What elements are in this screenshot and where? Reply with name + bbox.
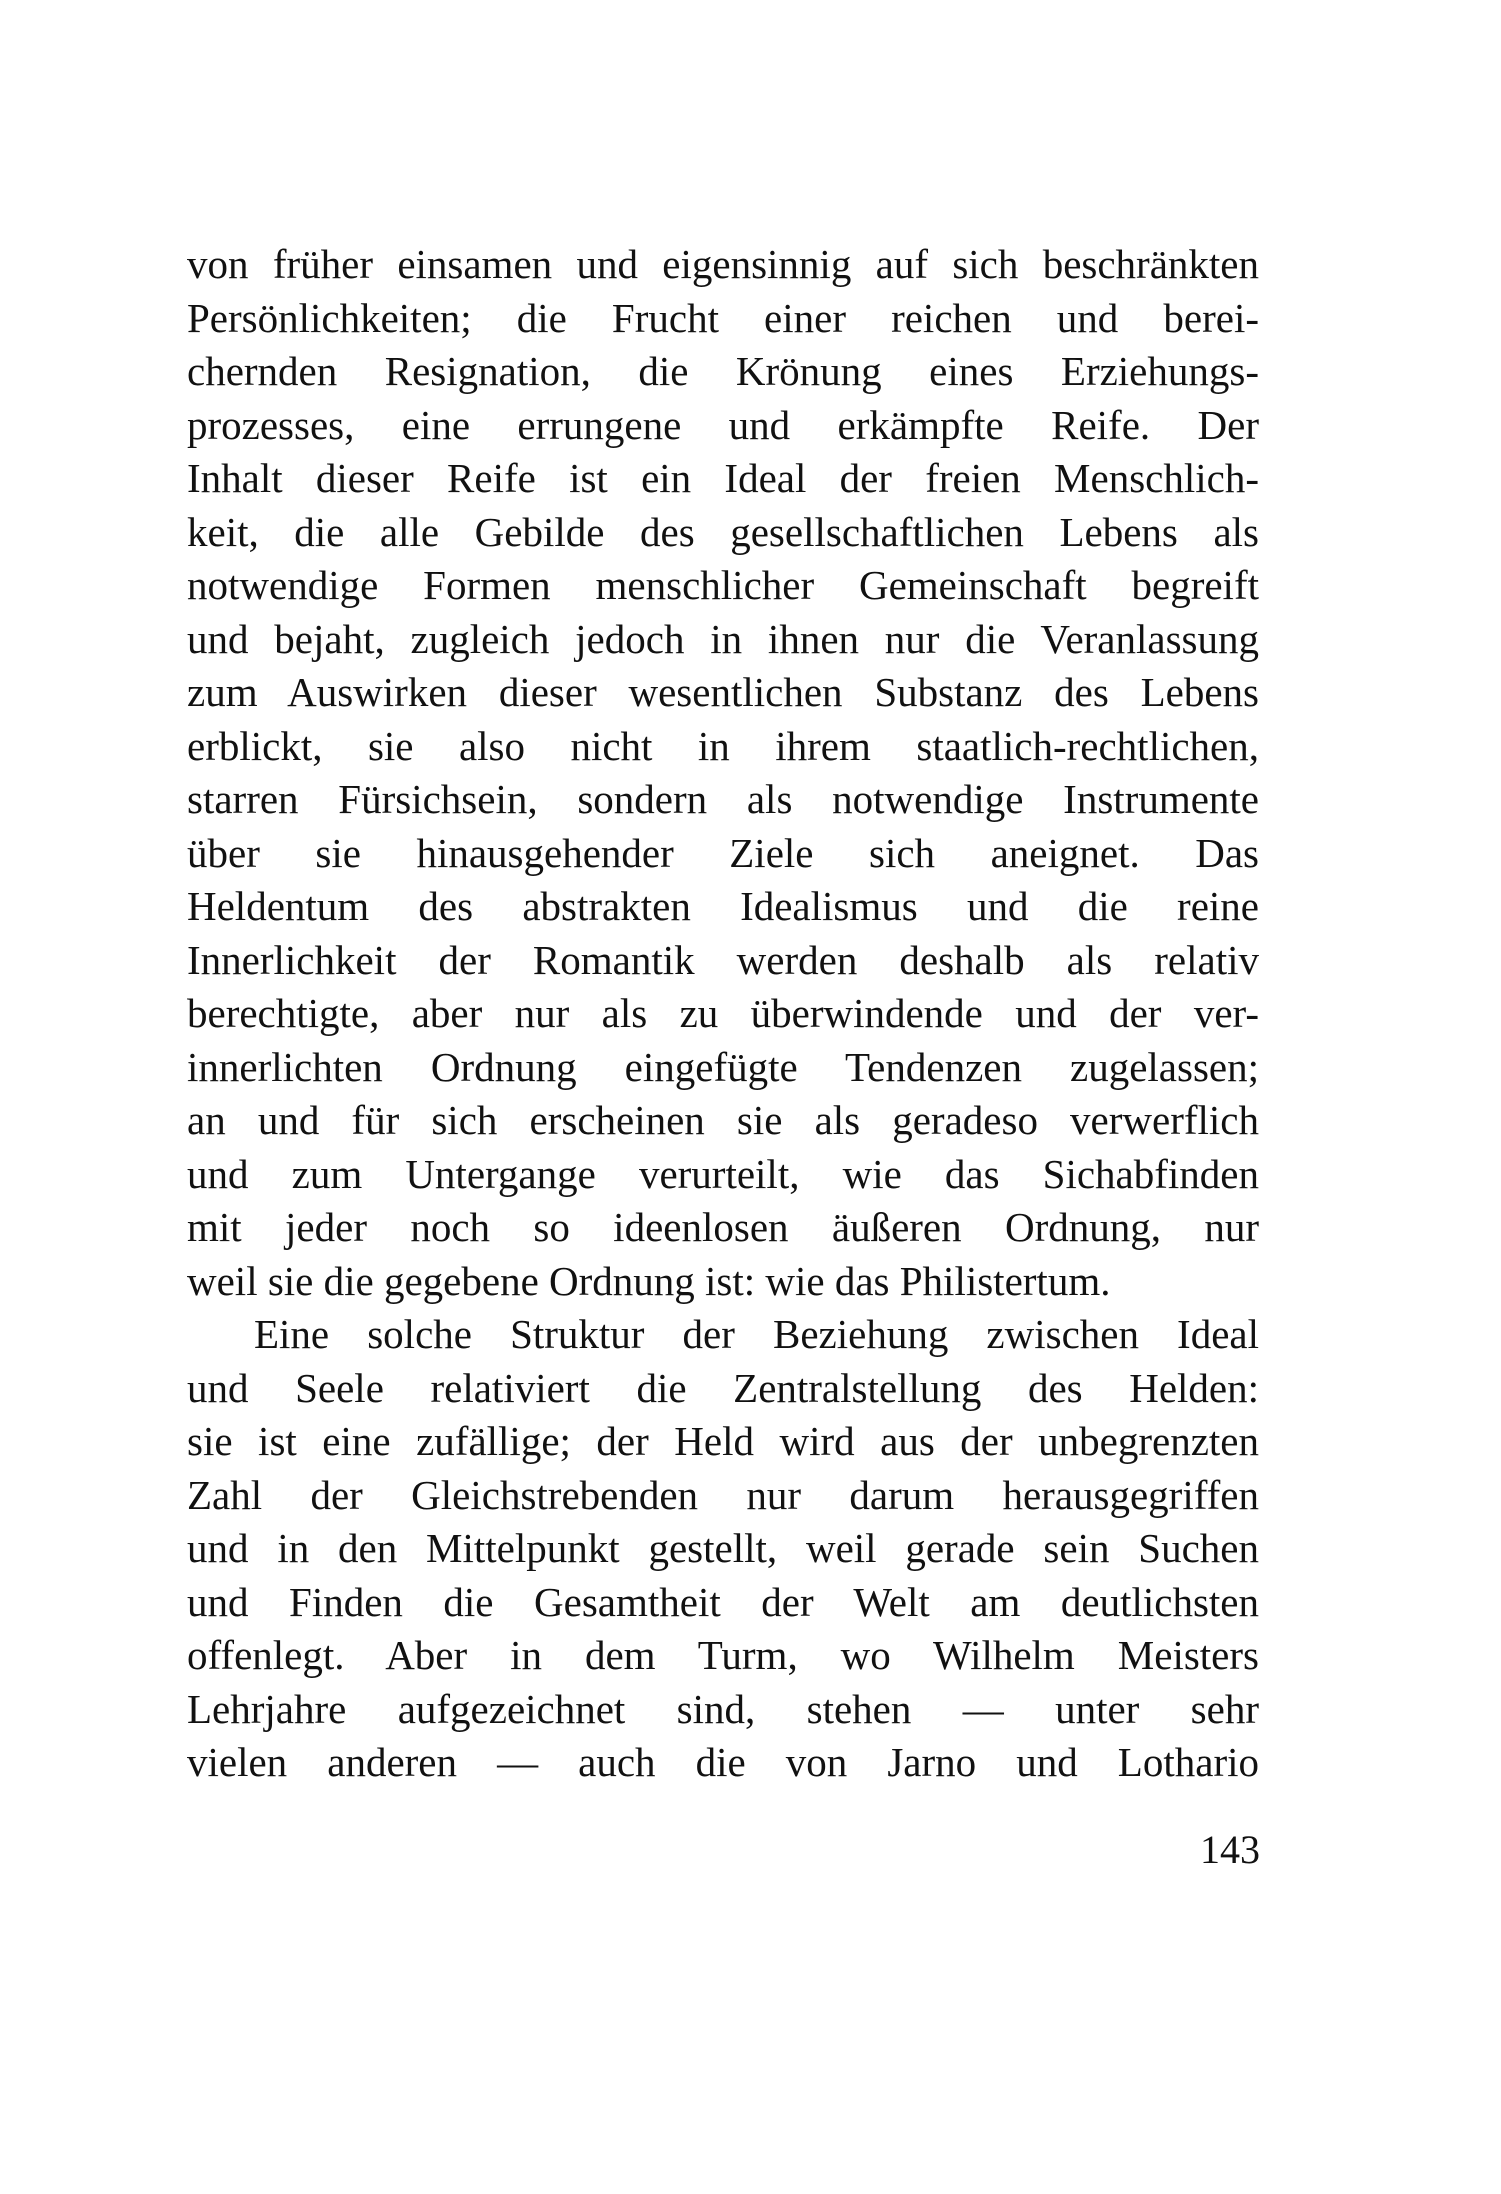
page-number: 143 [1200,1827,1260,1872]
text-line: berechtigte, aber nur als zu überwindende und der ver- [187,990,1259,1036]
text-line: starren Fürsichsein, sondern als notwendige Instrumente [187,776,1259,822]
text-line: notwendige Formen menschlicher Gemeinschaft begreift [187,562,1259,608]
text-line: innerlichten Ordnung eingefügte Tendenzen zugelassen; [187,1043,1259,1090]
text-line: erblickt, sie also nicht in ihrem staatlich-rechtlichen, [187,722,1259,769]
text-line: vielen anderen — auch die von Jarno und Lothario [187,1739,1259,1785]
text-line: Lehrjahre aufgezeichnet sind, stehen — unter sehr [187,1685,1259,1732]
text-line: von früher einsamen und eigensinnig auf sich beschränkten [187,241,1259,287]
text-line: prozesses, eine errungene und erkämpfte Reife. Der [187,401,1259,448]
text-line: und in den Mittelpunkt gestellt, weil gerade sein Suchen [187,1525,1259,1571]
text-line: Zahl der Gleichstrebenden nur darum herausgegriffen [187,1471,1259,1518]
text-line: Persönlichkeiten; die Frucht einer reichen und berei- [187,294,1259,341]
text-line: zum Auswirken dieser wesentlichen Substanz des Lebens [187,669,1259,715]
text-line: weil sie die gegebene Ordnung ist: wie das Philistertum. [187,1257,1111,1304]
text-line: offenlegt. Aber in dem Turm, wo Wilhelm Meisters [187,1632,1259,1678]
text-line: Innerlichkeit der Romantik werden deshalb als relativ [187,936,1259,983]
text-line: chernden Resignation, die Krönung eines Erziehungs- [187,348,1259,394]
text-line: und bejaht, zugleich jedoch in ihnen nur die Veranlassung [187,615,1259,662]
text-line: und Finden die Gesamtheit der Welt am deutlichsten [187,1578,1259,1625]
body-text [187,238,1259,1790]
paragraph-start-line: Eine solche Struktur der Beziehung zwischen Ideal [254,1311,1259,1357]
text-line: Heldentum des abstrakten Idealismus und die reine [187,883,1259,929]
text-line: Inhalt dieser Reife ist ein Ideal der freien Menschlich- [187,455,1259,501]
text-line: sie ist eine zufällige; der Held wird aus der unbegrenzten [187,1418,1259,1464]
text-line: über sie hinausgehender Ziele sich aneignet. Das [187,829,1259,876]
text-line: und Seele relativiert die Zentralstellung des Helden: [187,1364,1259,1411]
text-line: an und für sich erscheinen sie als geradeso verwerflich [187,1097,1259,1143]
text-line: keit, die alle Gebilde des gesellschaftlichen Lebens als [187,508,1259,555]
text-line: und zum Untergange verurteilt, wie das Sichabfinden [187,1150,1259,1197]
text-line: mit jeder noch so ideenlosen äußeren Ordnung, nur [187,1204,1259,1250]
